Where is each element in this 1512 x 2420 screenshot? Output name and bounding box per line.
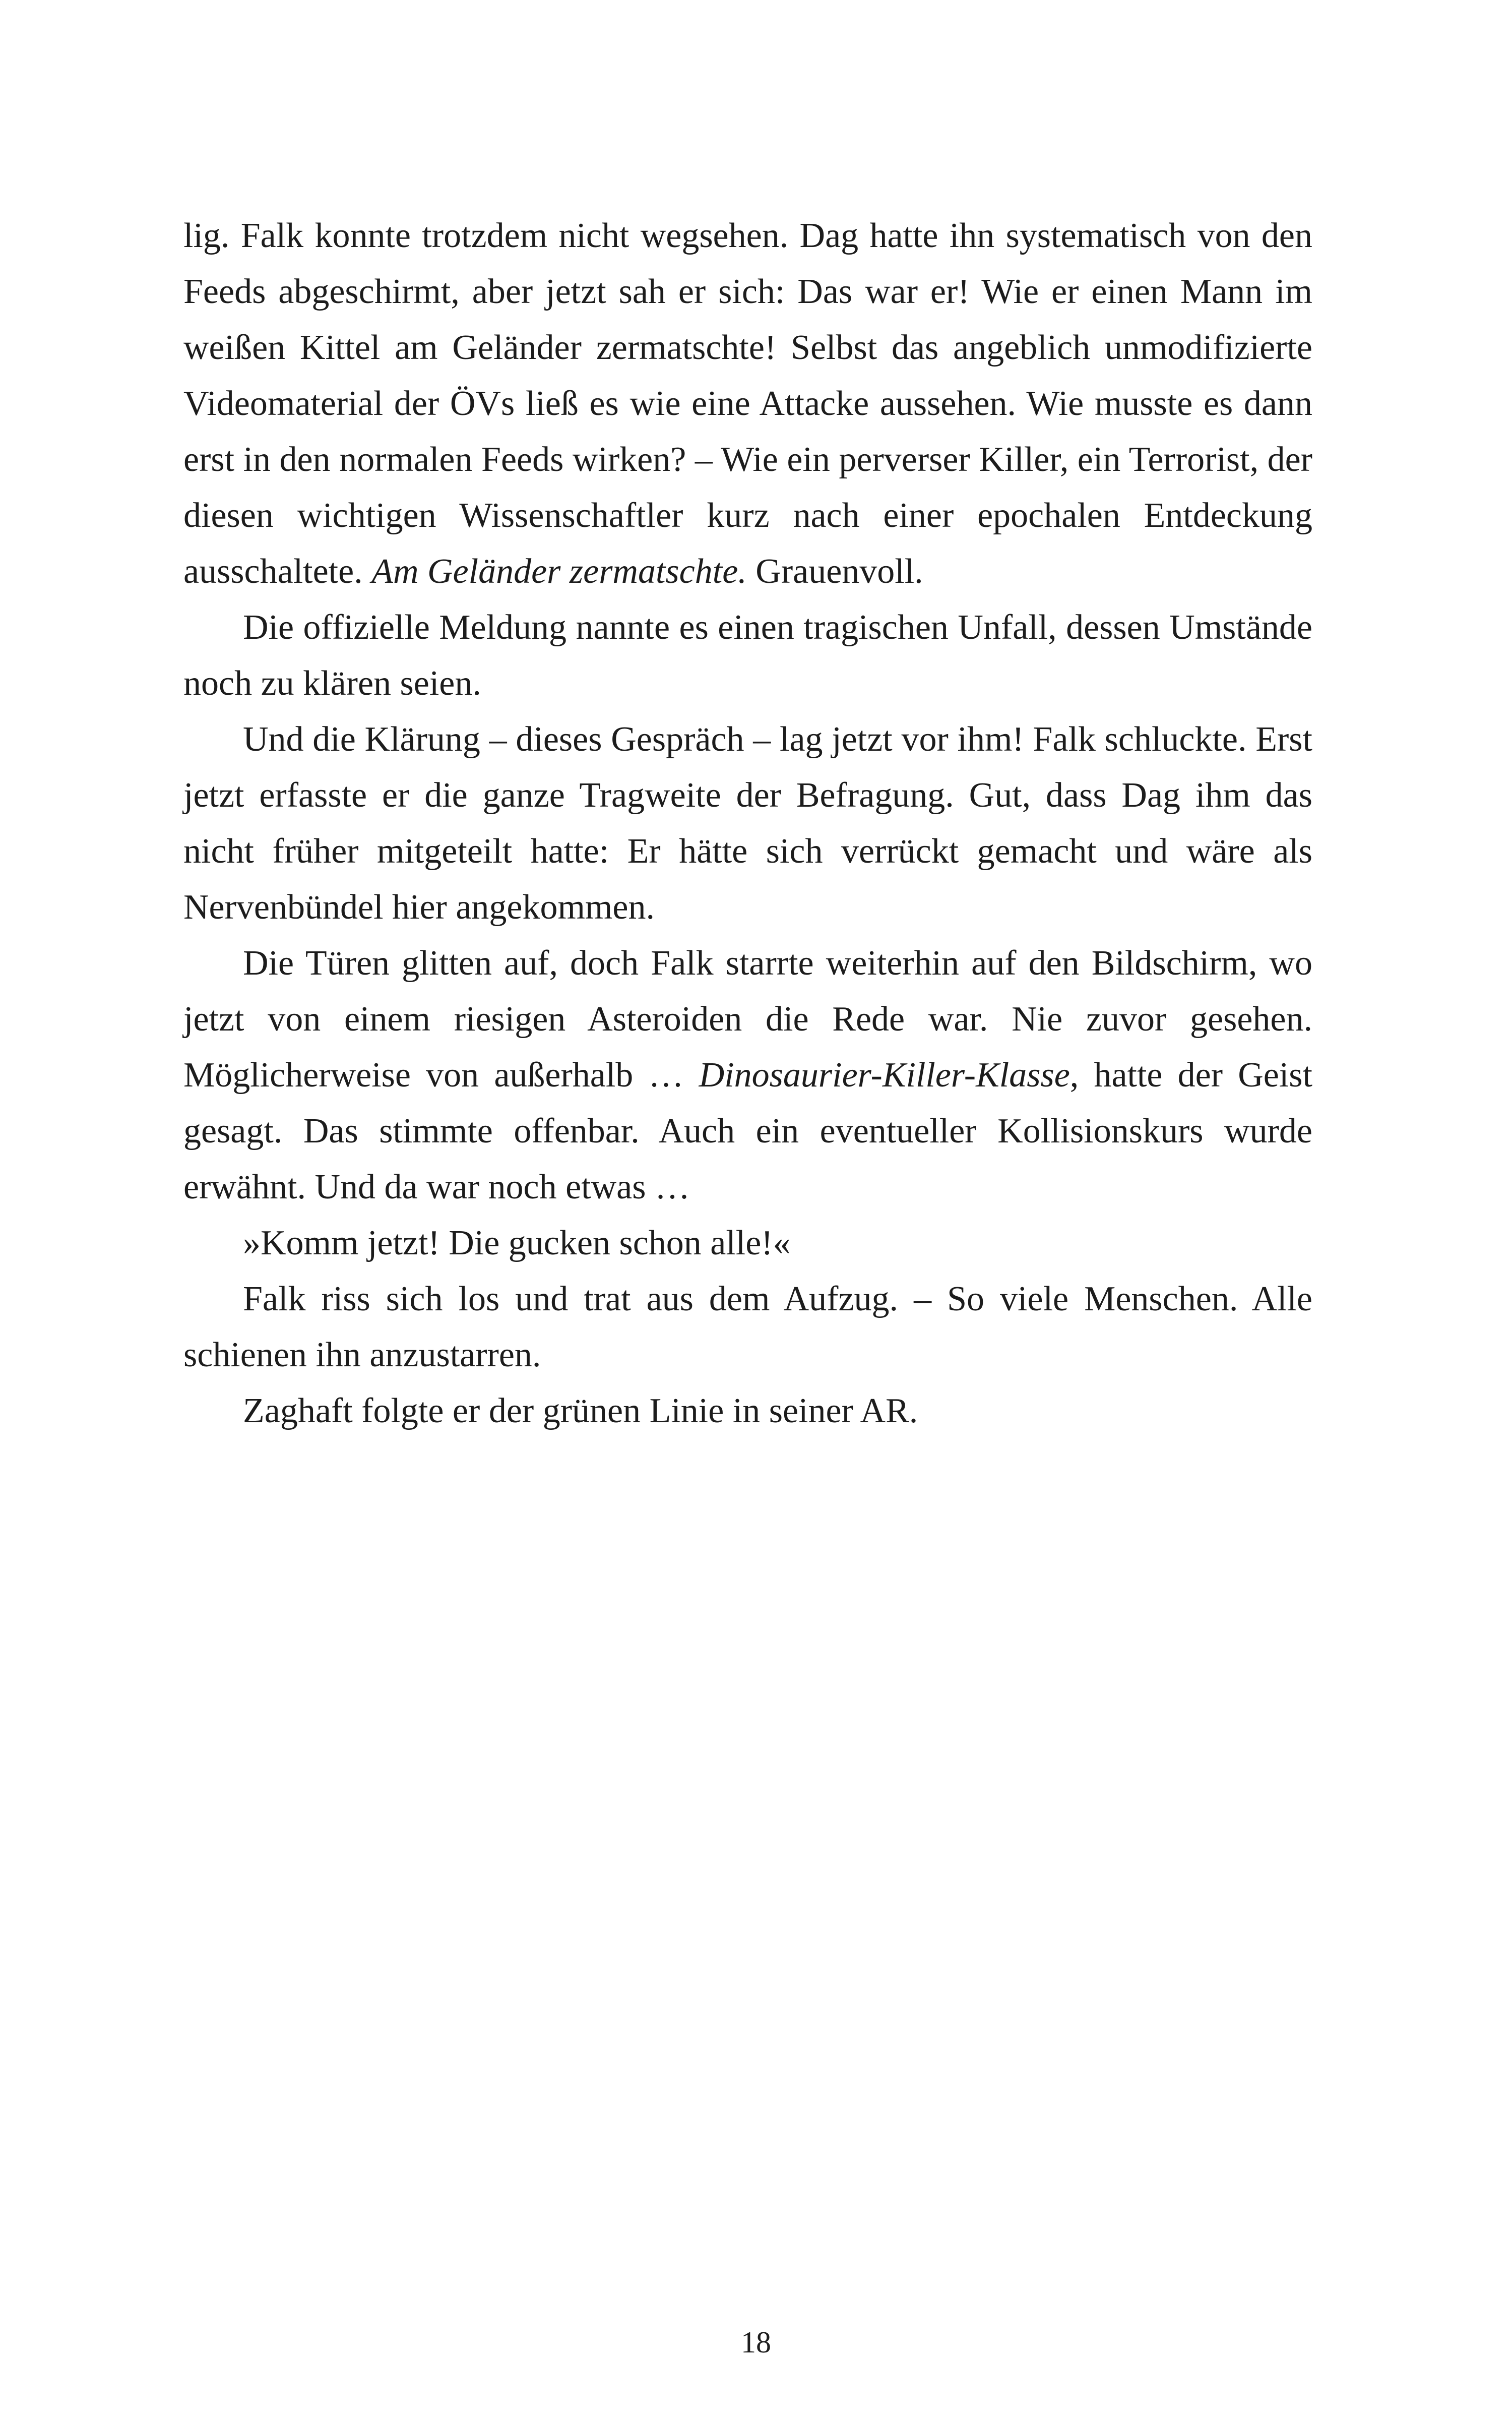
paragraph-6-text: Falk riss sich los und trat aus dem Aufzug. – So viele Menschen. Alle schienen ihn anzustarren.: [183, 1280, 1312, 1374]
paragraph-5-dialogue: [183, 1215, 1312, 1271]
paragraph-4-italic-term: Dinosaurier-Killer-Klasse: [699, 1056, 1070, 1095]
paragraph-4: [183, 935, 1312, 1215]
page-number: 18: [741, 2326, 771, 2359]
paragraph-5-text: »Komm jetzt! Die gucken schon alle!«: [243, 1224, 791, 1262]
paragraph-6: [183, 1271, 1312, 1383]
paragraph-1-text-end: Grauenvoll.: [746, 552, 923, 591]
paragraph-1-text: lig. Falk konnte trotzdem nicht wegsehen. Dag hatte ihn systematisch von den Feeds abgeschirmt, aber jetzt sah er sich: Das war er! Wie er einen Mann im weißen Kittel am Geländer zermatschte! Selbst das angeblich unmodifizierte Videomaterial der ÖVs ließ es wie eine Attacke aussehen. Wie musste es dann erst in den normalen Feeds wirken? – Wie ein perverser Killer, ein Terrorist, der diesen wichtigen Wissenschaftler kurz nach einer epochalen Entdeckung ausschaltete.: [183, 216, 1312, 591]
paragraph-2: [183, 599, 1312, 711]
paragraph-7-text: Zaghaft folgte er der grünen Linie in seiner AR.: [243, 1392, 918, 1430]
paragraph-2-text: Die offizielle Meldung nannte es einen tragischen Unfall, dessen Umstände noch zu klären seien.: [183, 608, 1312, 703]
paragraph-1: [183, 208, 1312, 599]
paragraph-3-text: Und die Klärung – dieses Gespräch – lag jetzt vor ihm! Falk schluckte. Erst jetzt erfasste er die ganze Tragweite der Befragung. Gut, dass Dag ihm das nicht früher mitgeteilt hatte: Er hätte sich verrückt gemacht und wäre als Nervenbündel hier angekommen.: [183, 720, 1312, 927]
paragraph-1-italic-quote: Am Geländer zermatschte.: [371, 552, 747, 591]
paragraph-4-text: Die Türen glitten auf, doch Falk starrte weiterhin auf den Bildschirm, wo jetzt von einem riesigen Asteroiden die Rede war. Nie zuvor gesehen. Möglicherweise von außerhalb …: [183, 944, 1312, 1095]
paragraph-7: [183, 1383, 1312, 1439]
paragraph-3: [183, 711, 1312, 935]
body-text: [183, 208, 1312, 1439]
paragraph-4-text-end: , hatte der Geist gesagt. Das stimmte offenbar. Auch ein eventueller Kollisionskurs wurde erwähnt. Und da war noch etwas …: [183, 1056, 1312, 1206]
